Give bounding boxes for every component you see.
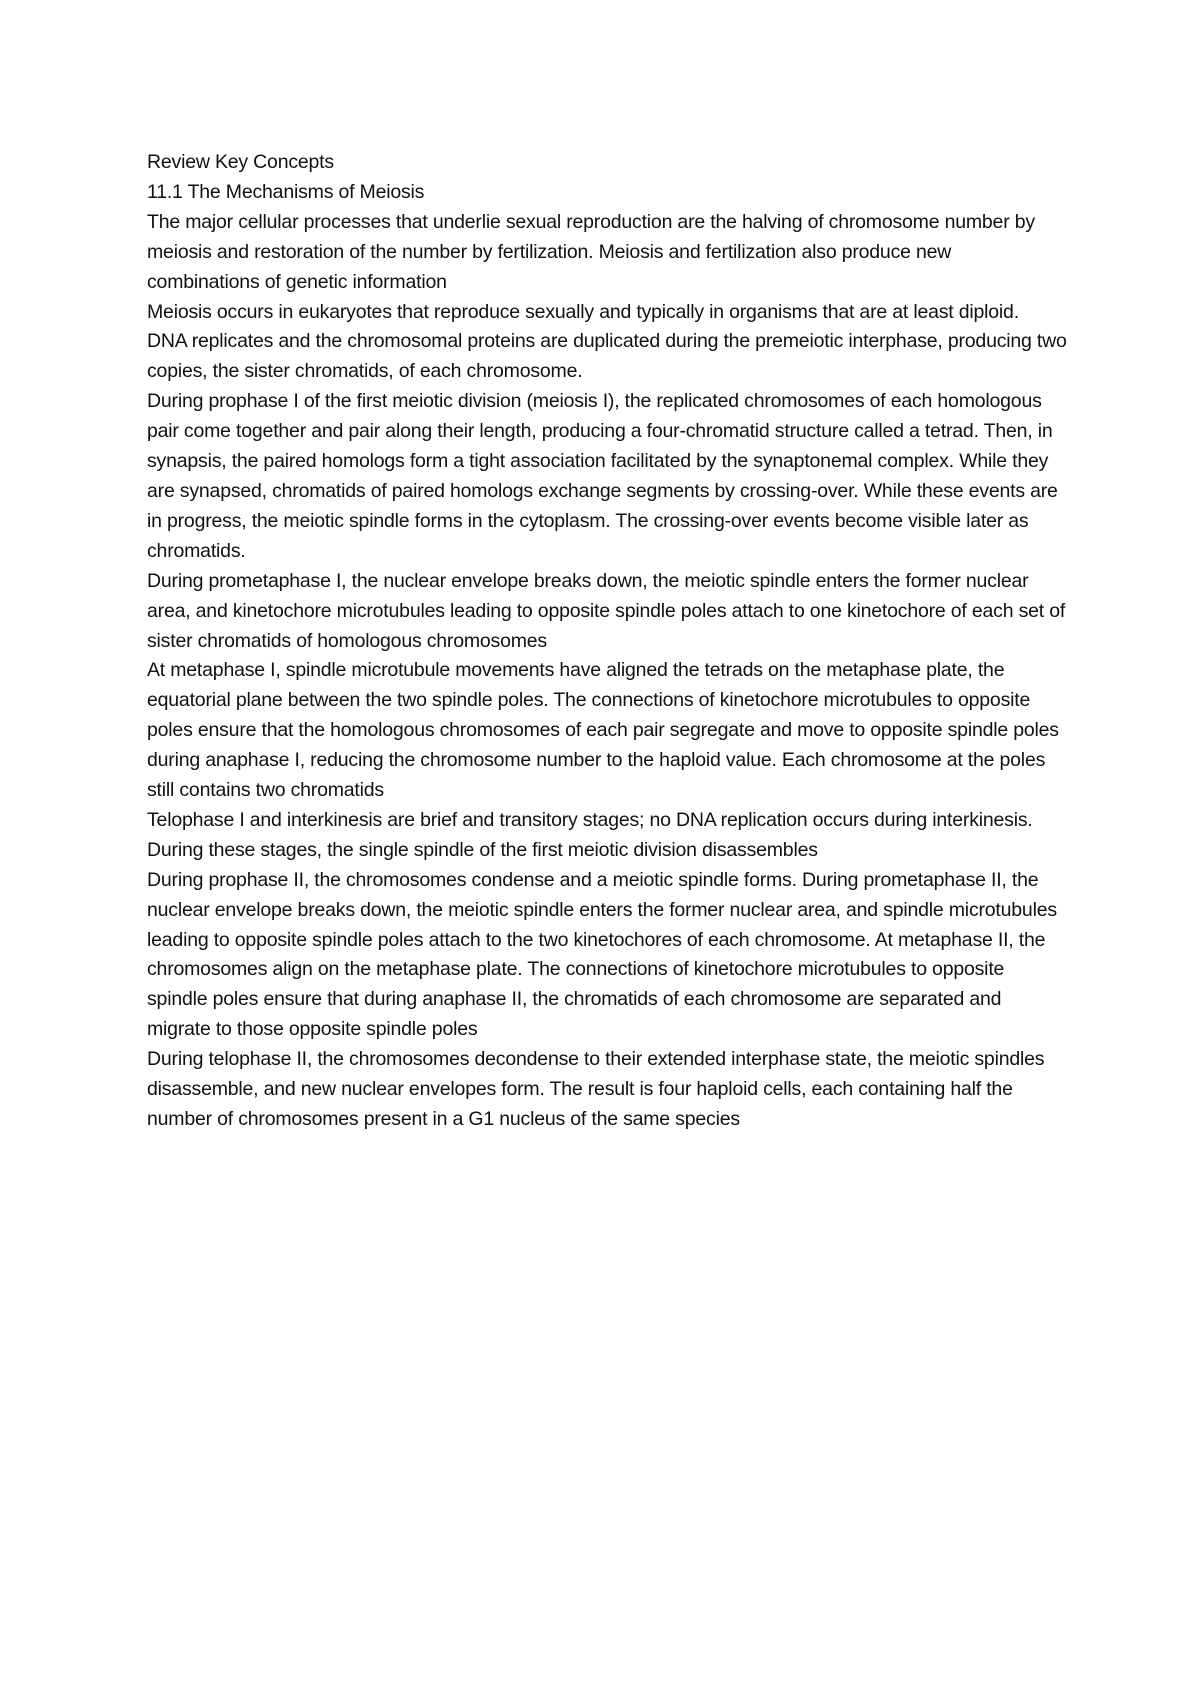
paragraph-reproduction-overview: The major cellular processes that underlie sexual reproduction are the halving of chromosome number by meiosis and restoration of the number by fertilization. Meiosis and fertilization also produce new combinations of genetic information [147,210,1035,293]
document-heading: Review Key Concepts [147,151,334,173]
paragraph-metaphase-i: At metaphase I, spindle microtubule movements have aligned the tetrads on the metaphase plate, the equatorial plane between the two spindle poles. The connections of kinetochore microtubules to opposite poles ensure that the homologous chromosomes of each pair segregate and move to opposite spindle poles during anaphase I, reducing the chromosome number to the haploid value. Each chromosome at the poles still contains two chromatids [147,659,1059,802]
paragraph-meiosis-occurrence: Meiosis occurs in eukaryotes that reproduce sexually and typically in organisms that are at least diploid. [147,300,1019,323]
section-title: 11.1 The Mechanisms of Meiosis [147,180,425,203]
paragraph-prophase-i: During prophase I of the first meiotic division (meiosis I), the replicated chromosomes of each homologous pair come together and pair along their length, producing a four-chromatid structure called a tetrad. Then, in synapsis, the paired homologs form a tight association facilitated by the synaptonemal complex. While they are synapsed, chromatids of paired homologs exchange segments by crossing-over. While these events are in progress, the meiotic spindle forms in the cytoplasm. The crossing-over events become visible later as chromatids. [147,390,1058,562]
paragraph-telophase-i: Telophase I and interkinesis are brief and transitory stages; no DNA replication occurs during interkinesis. During these stages, the single spindle of the first meiotic division disassembles [147,808,1033,861]
paragraph-meiosis-ii: During prophase II, the chromosomes condense and a meiotic spindle forms. During prometaphase II, the nuclear envelope breaks down, the meiotic spindle enters the former nuclear area, and spindle microtubules leading to opposite spindle poles attach to the two kinetochores of each chromosome. At metaphase II, the chromosomes align on the metaphase plate. The connections of kinetochore microtubules to opposite spindle poles ensure that during anaphase II, the chromatids of each chromosome are separated and migrate to those opposite spindle poles [147,868,1057,1041]
document-body [147,148,1067,1135]
paragraph-dna-replication: DNA replicates and the chromosomal proteins are duplicated during the premeiotic interphase, producing two copies, the sister chromatids, of each chromosome. [147,330,1067,383]
paragraph-prometaphase-i: During prometaphase I, the nuclear envelope breaks down, the meiotic spindle enters the former nuclear area, and kinetochore microtubules leading to opposite spindle poles attach to one kinetochore of each set of sister chromatids of homologous chromosomes [147,569,1066,652]
paragraph-telophase-ii: During telophase II, the chromosomes decondense to their extended interphase state, the meiotic spindles disassemble, and new nuclear envelopes form. The result is four haploid cells, each containing half the number of chromosomes present in a G1 nucleus of the same species [147,1048,1045,1130]
